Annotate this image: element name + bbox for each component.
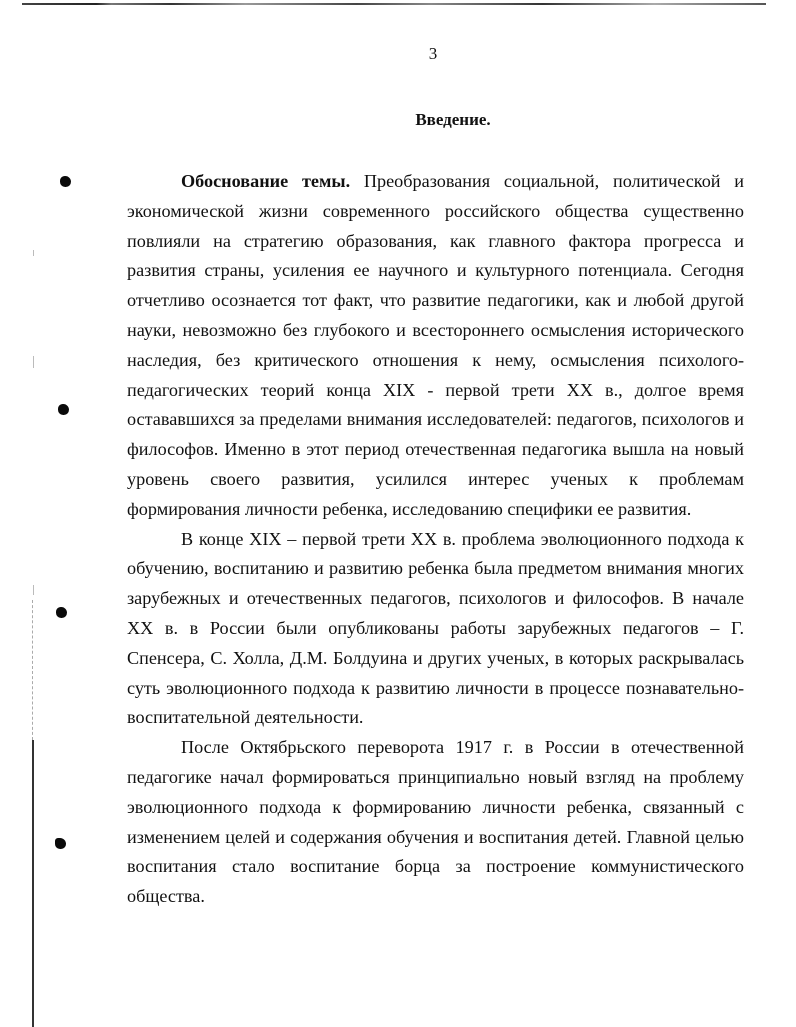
document-body (127, 167, 744, 912)
scan-top-edge-line (22, 3, 766, 5)
punch-hole-mark (60, 176, 71, 187)
section-heading: Введение. (415, 110, 491, 129)
page-number: 3 (428, 44, 438, 63)
paragraph-lead-bold: Обоснование темы. (181, 171, 351, 191)
paragraph-text: Преобразования социальной, политической и экономической жизни современного российского общества существенно повлияли на стратегию образования, как главного фактора прогресса и развития страны, усиления ее научного и культурного потенциала. Сегодня отчетливо осознается тот факт, что развитие педагогики, как и любой другой науки, невозможно без глубокого и всестороннего осмысления исторического наследия, без критического отношения к нему, осмысления психолого-педагогических теорий конца XIX - первой трети XX в., долгое время остававшихся за пределами внимания исследователей: педагогов, психологов и философов. Именно в этот период отечественная педагогика вышла на новый уровень своего развития, усилился интерес ученых к проблемам формирования личности ребенка, исследованию специфики ее развития. (127, 171, 744, 519)
paragraph-evolution-approach (127, 525, 744, 734)
scan-left-edge-faint-line (32, 600, 34, 740)
paragraph-after-revolution (127, 733, 744, 912)
scan-speck (33, 585, 34, 595)
scan-left-edge-line (32, 740, 34, 1027)
scan-speck (33, 356, 34, 368)
punch-hole-mark (55, 838, 66, 849)
punch-hole-mark (58, 404, 69, 415)
paragraph-text: В конце XIX – первой трети XX в. проблема эволюционного подхода к обучению, воспитанию и развитию ребенка была предметом внимания многих зарубежных и отечественных педагогов, психологов и философов. В начале XX в. в России были опубликованы работы зарубежных педагогов – Г. Спенсера, С. Холла, Д.М. Болдуина и других ученых, в которых раскрывалась суть эволюционного подхода к развитию личности в процессе познавательно-воспитательной деятельности. (127, 528, 744, 728)
paragraph-text: После Октябрьского переворота 1917 г. в России в отечественной педагогике начал формироваться принципиально новый взгляд на проблему эволюционного подхода к формированию личности ребенка, связанный с изменением целей и содержания обучения и воспитания детей. Главной целью воспитания стало воспитание борца за построение коммунистического общества. (127, 737, 744, 907)
paragraph-justification (127, 167, 744, 525)
punch-hole-mark (56, 607, 67, 618)
scan-speck (33, 250, 34, 256)
